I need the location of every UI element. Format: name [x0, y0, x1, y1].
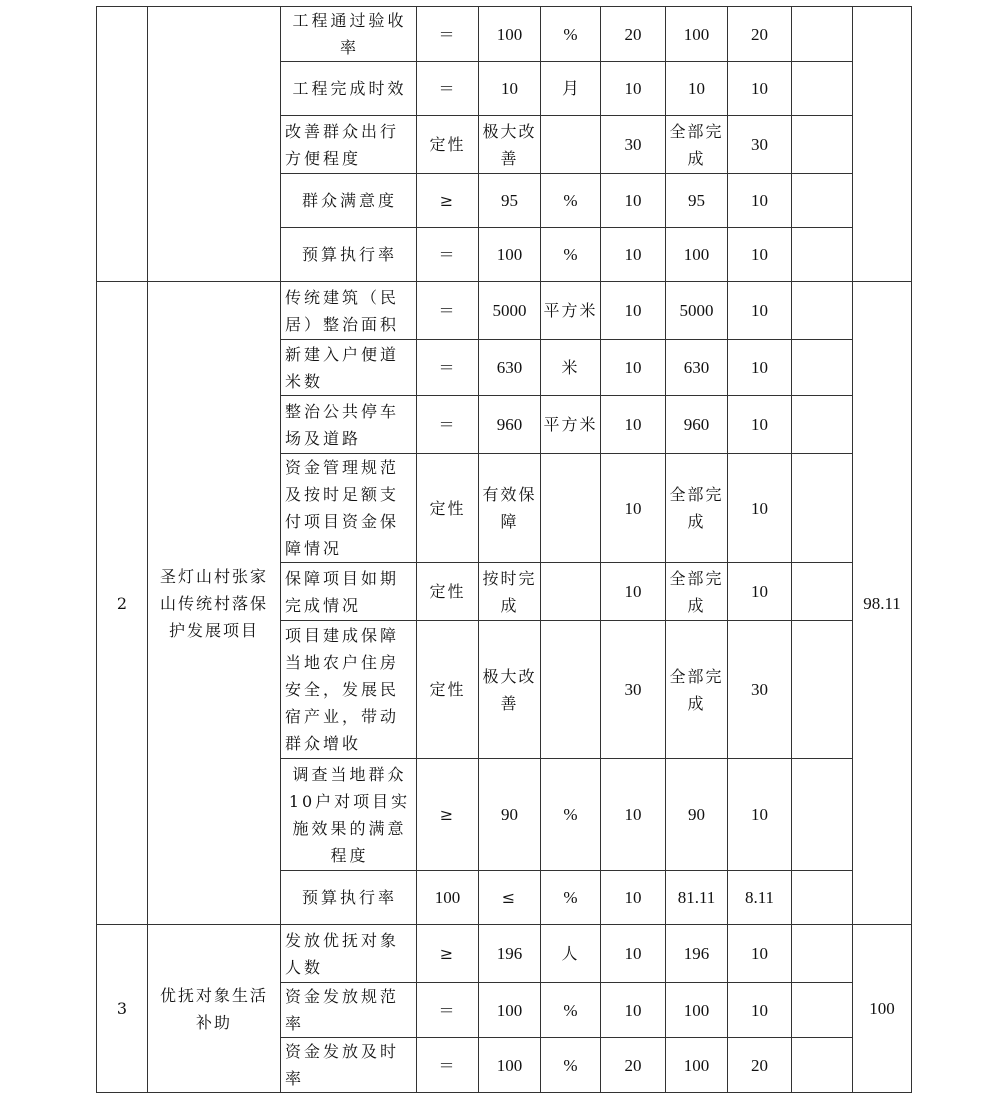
weight-cell: 10 — [601, 871, 666, 925]
weight-cell: 10 — [601, 174, 666, 228]
weight-cell: 10 — [601, 983, 666, 1038]
indicator-cell: 工程完成时效 — [281, 62, 417, 116]
indicator-cell: 预算执行率 — [281, 228, 417, 282]
target-value-cell: 100 — [479, 983, 541, 1038]
target-value-cell: 960 — [479, 396, 541, 454]
actual-value-cell: 95 — [666, 174, 728, 228]
unit-cell: 人 — [541, 925, 601, 983]
table-row — [97, 925, 912, 983]
remark-cell — [792, 563, 853, 621]
unit-cell — [541, 621, 601, 759]
target-value-cell: 极大改善 — [479, 621, 541, 759]
unit-cell — [541, 563, 601, 621]
remark-cell — [792, 174, 853, 228]
actual-value-cell: 全部完成 — [666, 621, 728, 759]
weight-cell: 30 — [601, 116, 666, 174]
points-cell: 10 — [728, 563, 792, 621]
operator-cell: 定性 — [417, 116, 479, 174]
points-cell: 10 — [728, 983, 792, 1038]
unit-cell: % — [541, 174, 601, 228]
indicator-cell: 资金发放规范率 — [281, 983, 417, 1038]
target-value-cell: 100 — [479, 228, 541, 282]
unit-cell — [541, 116, 601, 174]
remark-cell — [792, 228, 853, 282]
unit-cell: % — [541, 759, 601, 871]
operator-cell: 定性 — [417, 454, 479, 563]
indicator-cell: 调查当地群众10户对项目实施效果的满意程度 — [281, 759, 417, 871]
unit-cell: % — [541, 7, 601, 62]
target-value-cell: 10 — [479, 62, 541, 116]
target-value-cell: 196 — [479, 925, 541, 983]
indicator-cell: 改善群众出行方便程度 — [281, 116, 417, 174]
weight-cell: 10 — [601, 925, 666, 983]
actual-value-cell: 100 — [666, 228, 728, 282]
actual-value-cell: 全部完成 — [666, 563, 728, 621]
operator-cell: ＝ — [417, 1038, 479, 1093]
operator-cell: ＝ — [417, 228, 479, 282]
indicator-cell: 传统建筑（民居）整治面积 — [281, 282, 417, 340]
unit-cell: % — [541, 228, 601, 282]
operator-cell: ＝ — [417, 396, 479, 454]
unit-cell: 平方米 — [541, 282, 601, 340]
indicator-cell: 工程通过验收率 — [281, 7, 417, 62]
target-value-cell: 有效保障 — [479, 454, 541, 563]
indicator-cell: 项目建成保障当地农户住房安全，发展民宿产业，带动群众增收 — [281, 621, 417, 759]
operator-cell: ≥ — [417, 759, 479, 871]
remark-cell — [792, 62, 853, 116]
remark-cell — [792, 871, 853, 925]
unit-cell: % — [541, 871, 601, 925]
actual-value-cell: 196 — [666, 925, 728, 983]
remark-cell — [792, 621, 853, 759]
table-row — [97, 282, 912, 340]
project-name-cell — [148, 7, 281, 282]
operator-cell: ＝ — [417, 340, 479, 396]
points-cell: 10 — [728, 62, 792, 116]
indicator-cell: 整治公共停车场及道路 — [281, 396, 417, 454]
remark-cell — [792, 925, 853, 983]
weight-cell: 30 — [601, 621, 666, 759]
weight-cell: 10 — [601, 228, 666, 282]
points-cell: 10 — [728, 925, 792, 983]
points-cell: 8.11 — [728, 871, 792, 925]
operator-cell: ≥ — [417, 174, 479, 228]
operator-cell: 100 — [417, 871, 479, 925]
indicator-cell: 预算执行率 — [281, 871, 417, 925]
remark-cell — [792, 983, 853, 1038]
operator-cell: ＝ — [417, 983, 479, 1038]
points-cell: 10 — [728, 340, 792, 396]
weight-cell: 10 — [601, 62, 666, 116]
project-number-cell — [97, 7, 148, 282]
target-value-cell: 5000 — [479, 282, 541, 340]
indicator-cell: 资金管理规范及按时足额支付项目资金保障情况 — [281, 454, 417, 563]
weight-cell: 20 — [601, 1038, 666, 1093]
operator-cell: ＝ — [417, 62, 479, 116]
indicator-cell: 群众满意度 — [281, 174, 417, 228]
unit-cell: 平方米 — [541, 396, 601, 454]
weight-cell: 10 — [601, 282, 666, 340]
remark-cell — [792, 282, 853, 340]
weight-cell: 10 — [601, 563, 666, 621]
actual-value-cell: 100 — [666, 7, 728, 62]
points-cell: 10 — [728, 759, 792, 871]
weight-cell: 10 — [601, 396, 666, 454]
project-score-cell: 100 — [853, 925, 912, 1093]
project-number-cell: 3 — [97, 925, 148, 1093]
actual-value-cell: 全部完成 — [666, 454, 728, 563]
unit-cell — [541, 454, 601, 563]
project-score-cell — [853, 7, 912, 282]
operator-cell: 定性 — [417, 621, 479, 759]
unit-cell: % — [541, 983, 601, 1038]
operator-cell: 定性 — [417, 563, 479, 621]
remark-cell — [792, 340, 853, 396]
points-cell: 20 — [728, 7, 792, 62]
weight-cell: 10 — [601, 454, 666, 563]
operator-cell: ≥ — [417, 925, 479, 983]
weight-cell: 10 — [601, 759, 666, 871]
project-name-cell: 圣灯山村张家山传统村落保护发展项目 — [148, 282, 281, 925]
weight-cell: 20 — [601, 7, 666, 62]
unit-cell: 米 — [541, 340, 601, 396]
points-cell: 10 — [728, 282, 792, 340]
remark-cell — [792, 116, 853, 174]
remark-cell — [792, 396, 853, 454]
target-value-cell: 95 — [479, 174, 541, 228]
actual-value-cell: 81.11 — [666, 871, 728, 925]
project-number-cell: 2 — [97, 282, 148, 925]
target-value-cell: 极大改善 — [479, 116, 541, 174]
project-name-cell: 优抚对象生活补助 — [148, 925, 281, 1093]
points-cell: 10 — [728, 228, 792, 282]
target-value-cell: ≤ — [479, 871, 541, 925]
points-cell: 20 — [728, 1038, 792, 1093]
actual-value-cell: 100 — [666, 1038, 728, 1093]
operator-cell: ＝ — [417, 282, 479, 340]
points-cell: 10 — [728, 174, 792, 228]
project-score-cell: 98.11 — [853, 282, 912, 925]
actual-value-cell: 630 — [666, 340, 728, 396]
performance-evaluation-table — [96, 6, 912, 1093]
indicator-cell: 发放优抚对象人数 — [281, 925, 417, 983]
unit-cell: % — [541, 1038, 601, 1093]
remark-cell — [792, 1038, 853, 1093]
target-value-cell: 按时完成 — [479, 563, 541, 621]
actual-value-cell: 5000 — [666, 282, 728, 340]
actual-value-cell: 10 — [666, 62, 728, 116]
points-cell: 10 — [728, 396, 792, 454]
unit-cell: 月 — [541, 62, 601, 116]
weight-cell: 10 — [601, 340, 666, 396]
indicator-cell: 资金发放及时率 — [281, 1038, 417, 1093]
points-cell: 10 — [728, 454, 792, 563]
points-cell: 30 — [728, 116, 792, 174]
target-value-cell: 100 — [479, 7, 541, 62]
actual-value-cell: 90 — [666, 759, 728, 871]
operator-cell: ＝ — [417, 7, 479, 62]
points-cell: 30 — [728, 621, 792, 759]
indicator-cell: 新建入户便道米数 — [281, 340, 417, 396]
table-row — [97, 7, 912, 62]
target-value-cell: 100 — [479, 1038, 541, 1093]
indicator-cell: 保障项目如期完成情况 — [281, 563, 417, 621]
remark-cell — [792, 759, 853, 871]
target-value-cell: 90 — [479, 759, 541, 871]
actual-value-cell: 960 — [666, 396, 728, 454]
actual-value-cell: 全部完成 — [666, 116, 728, 174]
remark-cell — [792, 454, 853, 563]
actual-value-cell: 100 — [666, 983, 728, 1038]
target-value-cell: 630 — [479, 340, 541, 396]
remark-cell — [792, 7, 853, 62]
